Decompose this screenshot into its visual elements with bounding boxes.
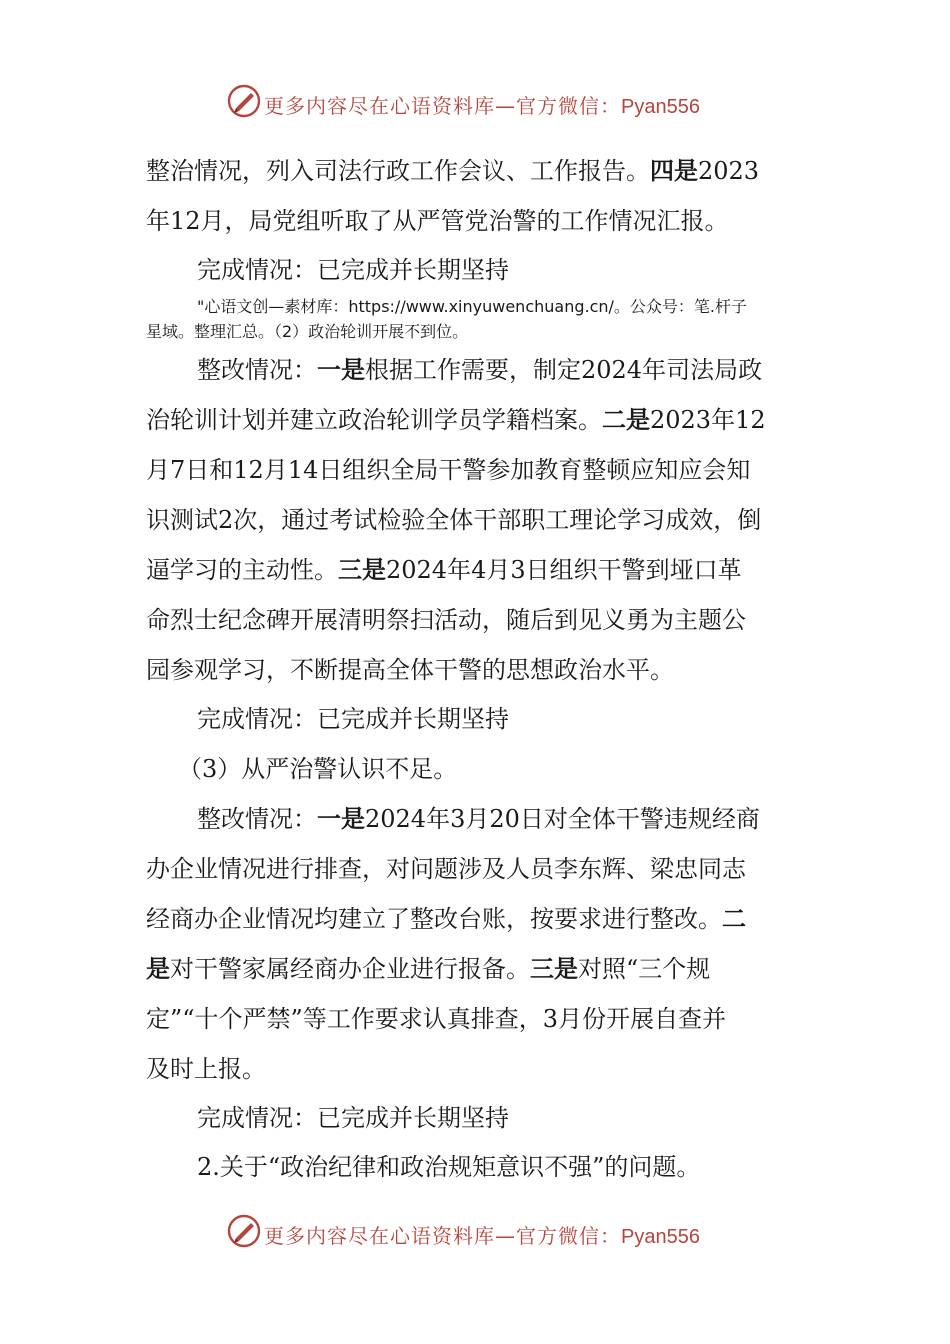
- header-banner: [0, 80, 950, 120]
- footer-banner: [0, 1210, 950, 1250]
- text-line: 命烈士纪念碑开展清明祭扫活动，随后到见义勇为主题公: [146, 606, 746, 634]
- text-line: 是对干警家属经商办企业进行报备。三是对照“三个规: [146, 954, 711, 983]
- text-line: 园参观学习，不断提高全体干警的思想政治水平。: [146, 656, 674, 684]
- text-line: 整改情况：一是2024年3月20日对全体干警违规经商: [197, 804, 760, 833]
- banner-text: 更多内容尽在心语资料库—官方微信：Pyan556: [264, 1224, 700, 1248]
- pen-logo-icon: [227, 84, 261, 118]
- section-heading: （3）从严治警认识不足。: [178, 755, 458, 783]
- text-line: 整改情况：一是根据工作需要，制定2024年司法局政: [197, 355, 763, 384]
- section-heading: 2.关于“政治纪律和政治规矩意识不强”的问题。: [197, 1153, 701, 1181]
- text-line: 整治情况，列入司法行政工作会议、工作报告。四是2023: [146, 156, 760, 185]
- text-line: 定”“十个严禁”等工作要求认真排查，3月份开展自查并: [146, 1005, 727, 1033]
- banner-text: 更多内容尽在心语资料库—官方微信：Pyan556: [264, 94, 700, 118]
- text-line: 办企业情况进行排查，对问题涉及人员李东辉、梁忠同志: [146, 855, 746, 883]
- text-line: 及时上报。: [146, 1055, 266, 1083]
- wechat-id: Pyan556: [621, 1226, 700, 1248]
- text-line: 治轮训计划并建立政治轮训学员学籍档案。二是2023年12: [146, 405, 766, 434]
- text-line: 经商办企业情况均建立了整改台账，按要求进行整改。二: [146, 904, 746, 933]
- completion-status: 完成情况：已完成并长期坚持: [197, 705, 509, 733]
- text-line: 逼学习的主动性。三是2024年4月3日组织干警到垭口革: [146, 555, 742, 584]
- pen-logo-icon: [227, 1214, 261, 1248]
- source-note: 星域。整理汇总。（2）政治轮训开展不到位。: [146, 322, 469, 341]
- text-line: 年12月，局党组听取了从严管党治警的工作情况汇报。: [146, 207, 729, 235]
- text-line: 月7日和12月14日组织全局干警参加教育整顿应知应会知: [146, 456, 751, 484]
- wechat-id: Pyan556: [621, 96, 700, 118]
- text-line: 识测试2次，通过考试检验全体干部职工理论学习成效，倒: [146, 506, 762, 534]
- completion-status: 完成情况：已完成并长期坚持: [197, 1104, 509, 1132]
- completion-status: 完成情况：已完成并长期坚持: [197, 256, 509, 284]
- source-note: "心语文创—素材库：https://www.xinyuwenchuang.cn/。公众号：笔.杆子: [197, 297, 748, 316]
